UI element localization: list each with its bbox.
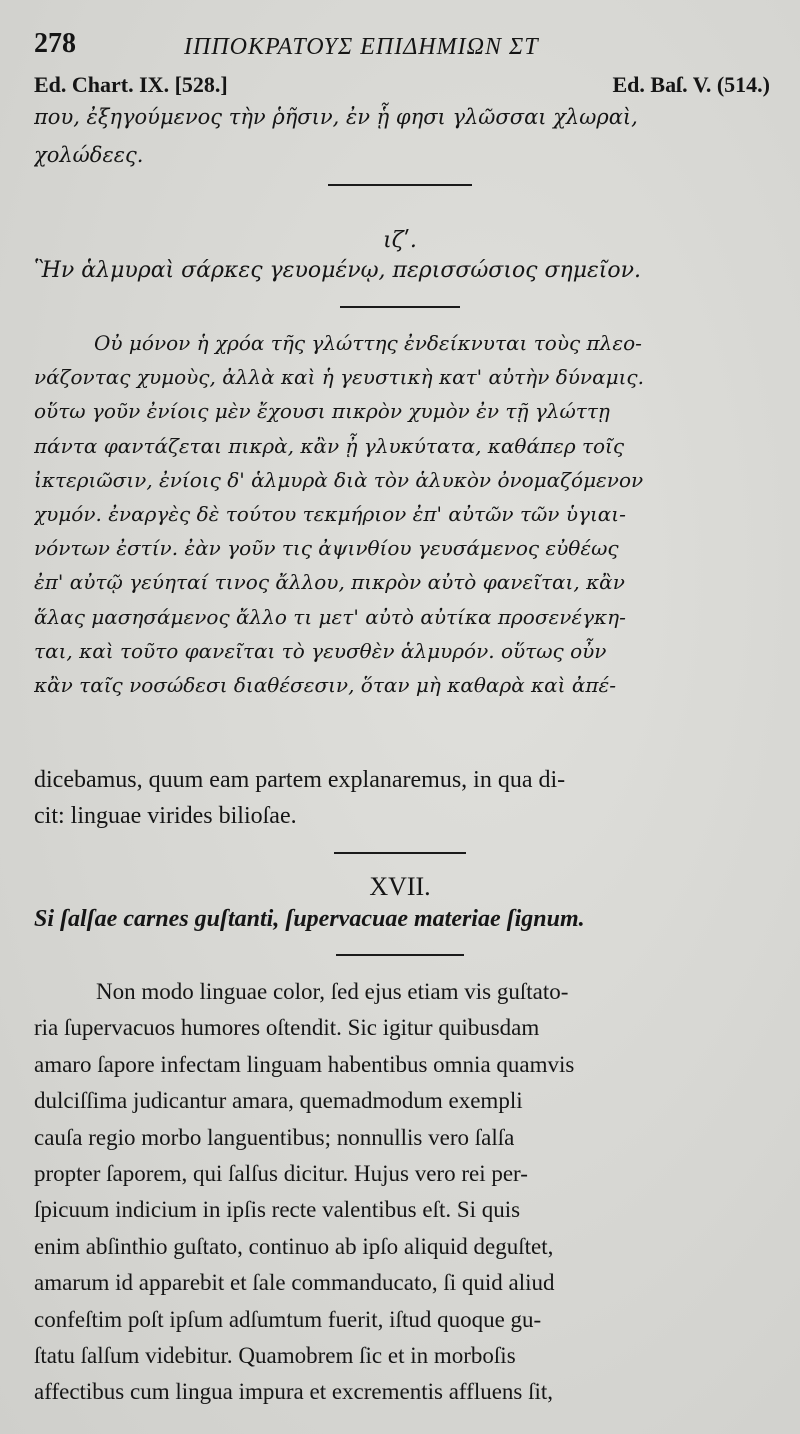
section-divider xyxy=(328,184,472,186)
latin-commentary-line: enim abſinthio guſtato, continuo ab ipſo aliquid deguſtet, xyxy=(34,1233,554,1259)
latin-lemma-text: Si ſalſae carnes guſtanti, ſupervacuae materiae ſignum. xyxy=(34,906,585,932)
greek-commentary-line: ται, καὶ τοῦτο φανεῖται τὸ γευσθὲν ἁλμυρόν. οὕτως οὖν xyxy=(34,638,607,663)
greek-lemma xyxy=(34,258,770,283)
greek-commentary-line: ἰκτεριῶσιν, ἐνίοις δ' ἁλμυρὰ διὰ τὸν ἁλυκὸν ὀνομαζόμενον xyxy=(34,467,644,492)
latin-commentary-line: ria ſupervacuos humores oſtendit. Sic igitur quibusdam xyxy=(34,1015,540,1041)
latin-commentary xyxy=(34,974,770,1411)
greek-commentary-line: νόντων ἐστίν. ἐὰν γοῦν τις ἀψινθίου γευσάμενος εὐθέως xyxy=(34,536,619,561)
latin-intro xyxy=(34,762,770,834)
greek-intro-line: που, ἐξηγούμενος τὴν ῥῆσιν, ἐν ᾗ φησι γλῶσσαι χλωραὶ, xyxy=(34,105,638,129)
section-divider xyxy=(336,954,464,956)
latin-commentary-line: confeſtim poſt ipſum adſumtum fuerit, iſtud quoque gu- xyxy=(34,1306,542,1332)
greek-commentary-line: χυμόν. ἐναργὲς δὲ τούτου τεκμήριον ἐπ' αὐτῶν τῶν ὑγιαι- xyxy=(34,502,626,527)
section-divider xyxy=(334,852,466,854)
greek-commentary-line: ἐπ' αὐτῷ γεύηταί τινος ἄλλου, πικρὸν αὐτὸ φανεῖται, κἂν xyxy=(34,570,625,595)
page-number: 278 xyxy=(34,28,76,59)
greek-commentary-line: οὕτω γοῦν ἐνίοις μὲν ἔχουσι πικρὸν χυμὸν ἐν τῇ γλώττῃ xyxy=(34,399,610,424)
latin-commentary-line: amaro ſapore infectam linguam habentibus omnia quamvis xyxy=(34,1051,575,1077)
latin-section-number: XVII. xyxy=(369,872,431,901)
latin-intro-line: cit: linguae virides bilioſae. xyxy=(34,803,297,829)
latin-commentary-line: ſpicuum indicium in ipſis recte valentibus eſt. Si quis xyxy=(34,1197,521,1223)
latin-commentary-line: ſtatu ſalſum videbitur. Quamobrem ſic et in morboſis xyxy=(34,1343,516,1369)
greek-commentary xyxy=(34,326,770,702)
greek-commentary-line: ἅλας μασησάμενος ἄλλο τι μετ' αὐτὸ αὐτίκα προσενέγκη- xyxy=(34,604,626,629)
greek-section-number: ιζʹ. xyxy=(383,228,417,253)
section-divider xyxy=(340,306,460,308)
page-header xyxy=(34,28,774,68)
running-title: ΙΠΠΟΚΡΑΤΟΥΣ ΕΠΙΔΗΜΙΩΝ ΣΤ xyxy=(184,34,539,60)
greek-commentary-line: νάζοντας χυμοὺς, ἀλλὰ καὶ ἡ γευστικὴ κατ' αὐτὴν δύναμις. xyxy=(34,365,644,390)
greek-commentary-line: πάντα φαντάζεται πικρὰ, κἂν ᾖ γλυκύτατα, καθάπερ τοῖς xyxy=(34,433,625,458)
latin-commentary-line: cauſa regio morbo languentibus; nonnullis vero ſalſa xyxy=(34,1124,515,1150)
greek-intro-line: χολώδεες. xyxy=(34,143,144,167)
edition-chart-reference: Ed. Chart. IX. [528.] xyxy=(34,72,228,97)
latin-commentary-line: dulciſſima judicantur amara, quemadmodum exempli xyxy=(34,1088,523,1114)
greek-intro xyxy=(34,98,770,174)
greek-lemma-text: Ἣν ἁλμυραὶ σάρκες γευομένῳ, περισσώσιος σημεῖον. xyxy=(34,258,642,283)
edition-basel-reference: Ed. Baſ. V. (514.) xyxy=(612,72,770,97)
latin-commentary-line: amarum id apparebit et ſale commanducato, ſi quid aliud xyxy=(34,1270,555,1296)
latin-commentary-line: propter ſaporem, qui ſalſus dicitur. Hujus vero rei per- xyxy=(34,1161,528,1187)
greek-commentary-line: κἂν ταῖς νοσώδεσι διαθέσεσιν, ὅταν μὴ καθαρὰ καὶ ἀπέ- xyxy=(34,673,617,698)
latin-lemma xyxy=(34,906,770,933)
latin-commentary-line: affectibus cum lingua impura et excrementis affluens ſit, xyxy=(34,1379,554,1405)
latin-intro-line: dicebamus, quum eam partem explanaremus, in qua di- xyxy=(34,767,566,793)
latin-commentary-line: Non modo linguae color, ſed ejus etiam vis guſtato- xyxy=(96,979,569,1004)
greek-commentary-line: Οὐ μόνον ἡ χρόα τῆς γλώττης ἐνδείκνυται τοὺς πλεο- xyxy=(94,331,642,355)
